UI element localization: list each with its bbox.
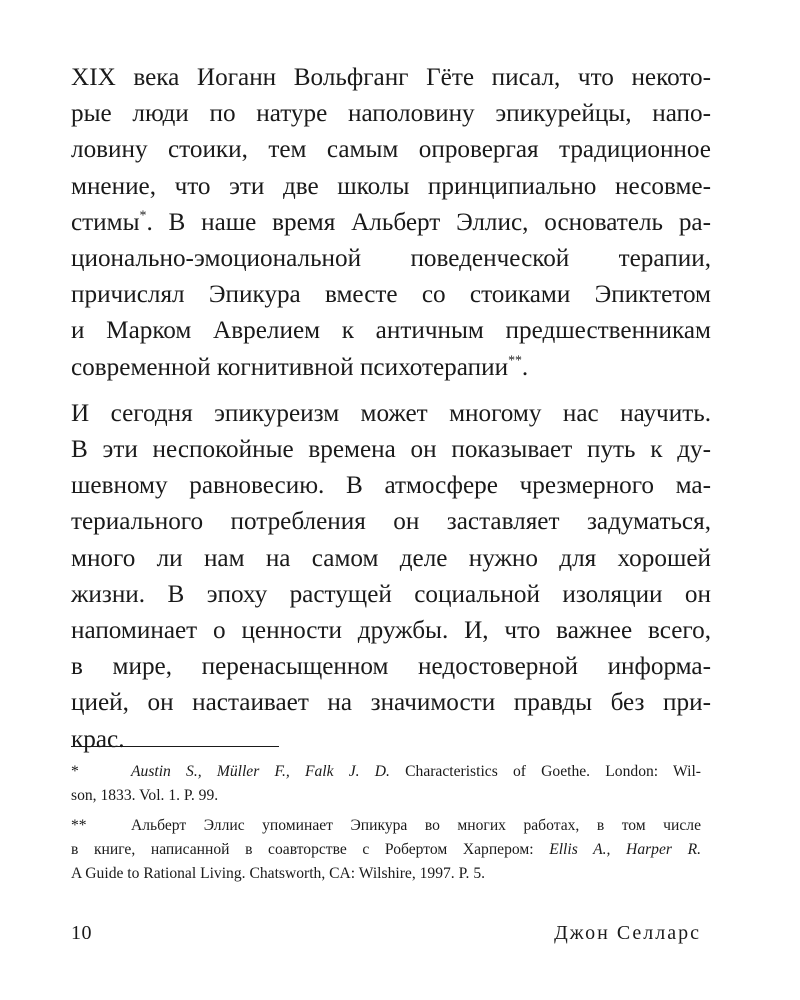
footnote-authors: Austin S., Müller F., Falk J. D.: [131, 763, 390, 780]
text-line-with-footnote: [71, 350, 711, 386]
text-segment: . В наше время Альберт Эллис, основатель ра-: [146, 208, 711, 236]
page-number: 10: [71, 922, 92, 944]
footnote-line: [71, 814, 701, 838]
footnote-mark: *: [71, 763, 79, 780]
footnote-mark: **: [71, 817, 87, 834]
text-line: рые люди по натуре наполовину эпикурейцы, напо-: [71, 100, 711, 128]
text-line: причислял Эпикура вместе со стоиками Эпиктетом: [71, 281, 711, 309]
footnote-line: [71, 760, 701, 784]
text-line: шевному равновесию. В атмосфере чрезмерного ма-: [71, 472, 711, 500]
text-line-with-footnote: [71, 205, 711, 241]
text-line: напоминает о ценности дружбы. И, что важнее всего,: [71, 617, 711, 645]
text-line: в мире, перенасыщенном недостоверной информа-: [71, 653, 711, 681]
text-line: XIX века Иоганн Вольфганг Гёте писал, что некото-: [71, 64, 711, 91]
text-line: жизни. В эпоху растущей социальной изоляции он: [71, 580, 711, 608]
text-line: и Марком Аврелием к античным предшественникам: [71, 317, 711, 345]
footnote-1: [71, 760, 701, 808]
text-line: ционально-эмоциональной поведенческой терапии,: [71, 245, 711, 273]
paragraph-1: [71, 60, 711, 386]
text-segment: .: [521, 353, 529, 381]
footnote-text: Альберт Эллис упоминает Эпикура во многих работах, в том числе: [131, 817, 701, 834]
footnote-line: [71, 838, 701, 862]
text-segment: стимы: [71, 208, 140, 236]
text-segment: современной когнитивной психотерапии: [71, 353, 509, 381]
footnote-separator: [71, 746, 279, 747]
footnote-text: в книге, написанной в соавторстве с Робертом Харпером:: [71, 841, 550, 858]
footnote-2: [71, 814, 701, 886]
text-line: териального потребления он заставляет задуматься,: [71, 508, 711, 536]
text-line: много ли нам на самом деле нужно для хорошей: [71, 544, 711, 572]
text-line: цией, он настаивает на значимости правды без при-: [71, 689, 711, 717]
footnote-ref-2[interactable]: **: [508, 352, 522, 368]
text-line: И сегодня эпикуреизм может многому нас научить.: [71, 399, 711, 427]
text-line: мнение, что эти две школы принципиально несовме-: [71, 172, 711, 200]
footnote-text: Characteristics of Goethe. London: Wil-: [389, 763, 701, 780]
footnote-ref-1[interactable]: *: [139, 207, 147, 223]
text-line: В эти неспокойные времена он показывает путь к ду-: [71, 436, 711, 464]
footnote-authors: Ellis A., Harper R.: [549, 841, 701, 858]
text-line: ловину стоики, тем самым опровергая традиционное: [71, 136, 711, 164]
footnote-line: son, 1833. Vol. 1. P. 99.: [71, 787, 219, 804]
footnote-line: A Guide to Rational Living. Chatsworth, CA: Wilshire, 1997. P. 5.: [71, 865, 486, 882]
footnotes: [71, 760, 701, 892]
main-text: [71, 60, 711, 758]
text-line: крас.: [71, 725, 125, 753]
paragraph-2: [71, 396, 711, 758]
running-head: Джон Селларс: [554, 922, 701, 944]
